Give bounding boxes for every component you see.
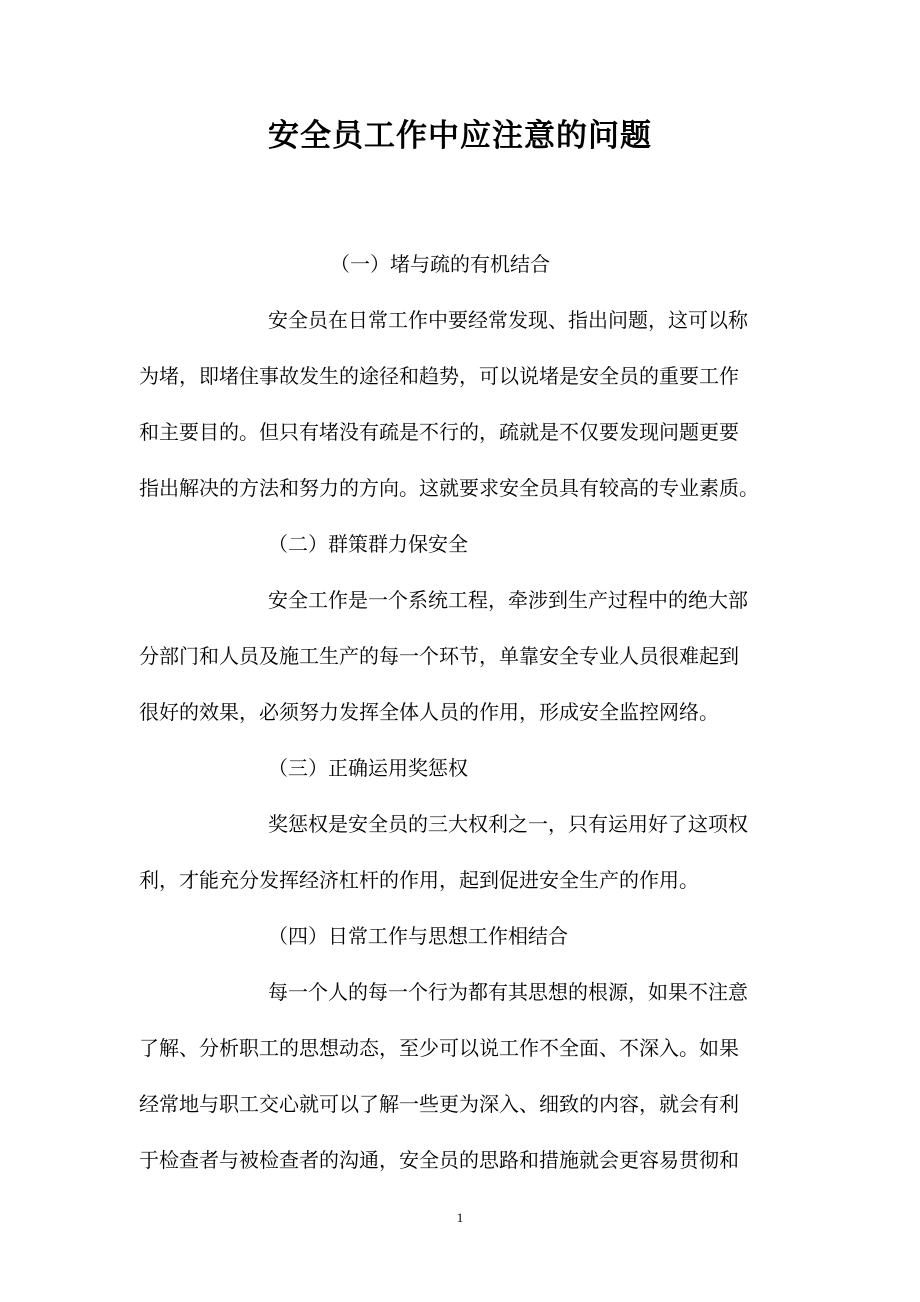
section-heading-3: （三）正确运用奖惩权	[268, 756, 468, 780]
section-heading-2: （二）群策群力保安全	[268, 532, 468, 556]
paragraph-line: 指出解决的方法和努力的方向。这就要求安全员具有较高的专业素质。	[139, 476, 759, 500]
paragraph-line: 和主要目的。但只有堵没有疏是不行的，疏就是不仅要发现问题更要	[139, 420, 739, 444]
section-heading-1: （一）堵与疏的有机结合	[330, 252, 550, 276]
paragraph-line: 了解、分析职工的思想动态，至少可以说工作不全面、不深入。如果	[139, 1036, 739, 1060]
paragraph-line: 安全员在日常工作中要经常发现、指出问题，这可以称	[268, 308, 748, 332]
paragraph-line: 奖惩权是安全员的三大权利之一，只有运用好了这项权	[268, 812, 748, 836]
paragraph-line: 于检查者与被检查者的沟通，安全员的思路和措施就会更容易贯彻和	[139, 1148, 739, 1172]
section-heading-4: （四）日常工作与思想工作相结合	[268, 924, 568, 948]
paragraph-line: 利，才能充分发挥经济杠杆的作用，起到促进安全生产的作用。	[139, 868, 699, 892]
paragraph-line: 很好的效果，必须努力发挥全体人员的作用，形成安全监控网络。	[139, 700, 719, 724]
paragraph-line: 分部门和人员及施工生产的每一个环节，单靠安全专业人员很难起到	[139, 644, 739, 668]
paragraph-line: 每一个人的每一个行为都有其思想的根源，如果不注意	[268, 980, 748, 1004]
document-title: 安全员工作中应注意的问题	[268, 118, 652, 154]
page-number: 1	[456, 1210, 464, 1225]
paragraph-line: 为堵，即堵住事故发生的途径和趋势，可以说堵是安全员的重要工作	[139, 364, 739, 388]
paragraph-line: 安全工作是一个系统工程，牵涉到生产过程中的绝大部	[268, 588, 748, 612]
paragraph-line: 经常地与职工交心就可以了解一些更为深入、细致的内容，就会有利	[139, 1092, 739, 1116]
